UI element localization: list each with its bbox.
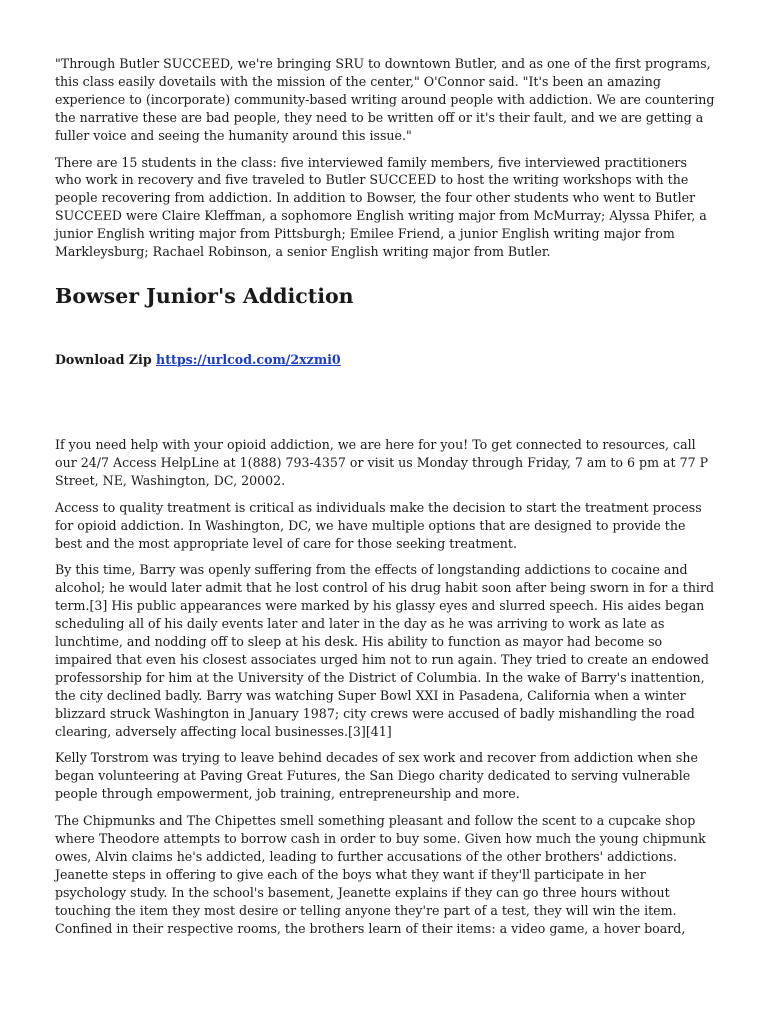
section-heading: Bowser Junior's Addiction [55, 283, 354, 308]
paragraph-helpline: If you need help with your opioid addiction, we are here for you! To get connected to resources, call our 24/7 Access HelpLine at 1(888) 793-4357 or visit us Monday through Friday, 7 am to 6 pm at 77 P Street, NE, Washington, DC, 20002. [55, 436, 709, 488]
paragraph-barry: By this time, Barry was openly suffering from the effects of longstanding addictions to cocaine and alcohol; he would later admit that he lost control of his drug habit soon after being sworn in for a third term.[3] His public appearances were marked by his glassy eyes and slurred speech. His aides began scheduling all of his daily events later and later in the day as he was arriving to work as late as lunchtime, and nodding off to sleep at his desk. His ability to function as mayor had become so impaired that even his closest associates urged him not to run again. They tried to create an endowed professorship for him at the University of the District of Columbia. In the wake of Barry's inattention, the city declined badly. Barry was watching Super Bowl XXI in Pasadena, California when a winter blizzard struck Washington in January 1987; city crews were accused of badly mishandling the road clearing, adversely affecting local businesses.[3][41] [55, 562, 715, 739]
paragraph-torstrom: Kelly Torstrom was trying to leave behind decades of sex work and recover from addiction when she began volunteering at Paving Great Futures, the San Diego charity dedicated to serving vulnerable people through empowerment, job training, entrepreneurship and more. [55, 750, 698, 802]
download-label: Download Zip [55, 351, 152, 367]
download-line [55, 351, 715, 368]
paragraph-treatment-access: Access to quality treatment is critical as individuals make the decision to start the treatment process for opioid addiction. In Washington, DC, we have multiple options that are designed to provide the best and the most appropriate level of care for those seeking treatment. [55, 499, 702, 551]
paragraph-students: There are 15 students in the class: five interviewed family members, five interviewed practitioners who work in recovery and five traveled to Butler SUCCEED to host the writing workshops with the people recovering from addiction. In addition to Bowser, the four other students who went to Butler SUCCEED were Claire Kleffman, a sophomore English writing major from McMurray; Alyssa Phifer, a junior English writing major from Pittsburgh; Emilee Friend, a junior English writing major from Markleysburg; Rachael Robinson, a senior English writing major from Butler. [55, 154, 707, 260]
download-link[interactable]: https://urlcod.com/2xzmi0 [156, 351, 341, 367]
document-body [55, 55, 715, 947]
paragraph-chipmunks: The Chipmunks and The Chipettes smell something pleasant and follow the scent to a cupcake shop where Theodore attempts to borrow cash in order to buy some. Given how much the young chipmunk owes, Alvin claims he's addicted, leading to further accusations of the other brothers' addictions. Jeanette steps in offering to give each of the boys what they want if they'll participate in her psychology study. In the school's basement, Jeanette explains if they can go three hours without touching the item they most desire or telling anyone they're part of a test, they will win the item. Confined in their respective rooms, the brothers learn of their items: a video game, a hover board, [55, 813, 706, 936]
spacer [55, 368, 715, 436]
paragraph-quote: "Through Butler SUCCEED, we're bringing SRU to downtown Butler, and as one of the first programs, this class easily dovetails with the mission of the center," O'Connor said. "It's been an amazing experience to (incorporate) community-based writing around people with addiction. We are countering the narrative these are bad people, they need to be written off or it's their fault, and we are getting a fuller voice and seeing the humanity around this issue." [55, 56, 715, 143]
